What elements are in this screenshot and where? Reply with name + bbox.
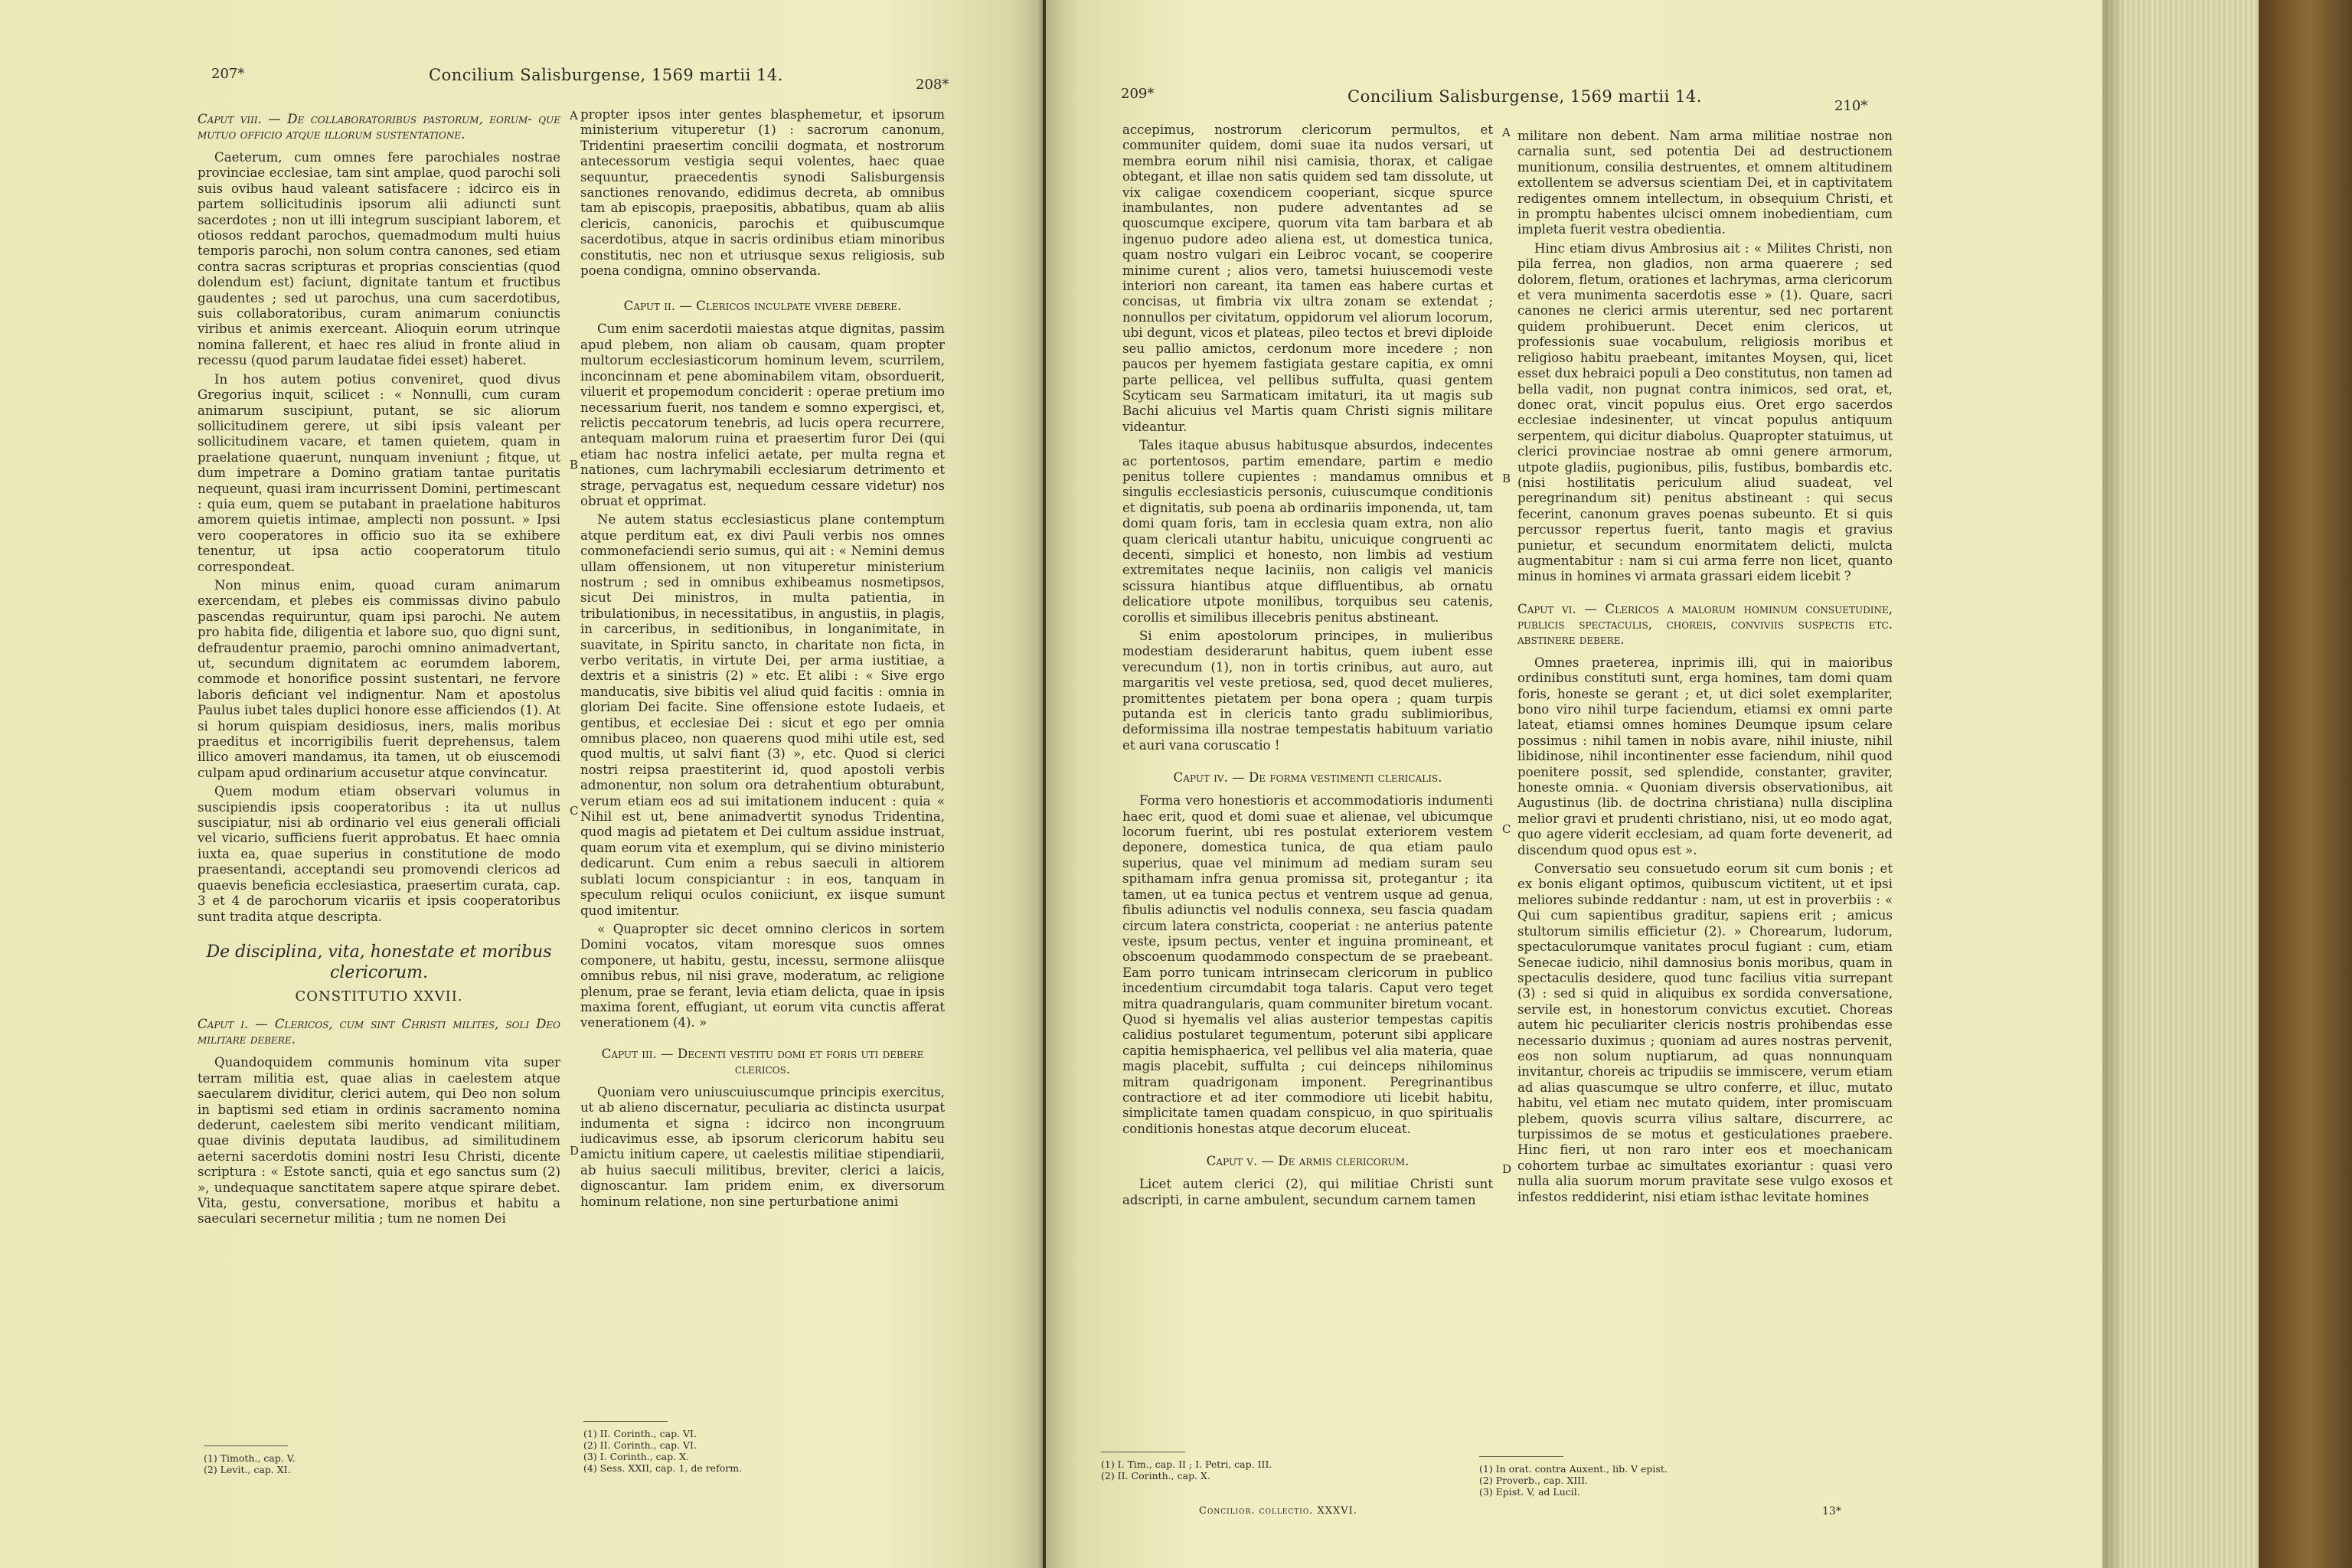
paragraph: militare non debent. Nam arma militiae nostrae non carnalia sunt, sed potentia Dei ad destructionem munitionum, consilia destruentes, et omnem altitudinem extollentem se adversus scientiam Dei, et in captivitatem redigentes omnem intellectum, in obsequium Christi, et in promptu habentes ulcisci omnem inobedientiam, cum impleta fuerit vestra obedientia. [1517, 129, 1893, 237]
margin-letter: A [570, 109, 578, 122]
chapter-heading: Caput i. — Clericos, cum sint Christi milites, soli Deo militare debere. [198, 1017, 560, 1047]
collection-footer: Concilior. collectio. XXXVI. [1199, 1505, 1357, 1517]
right-page [1046, 0, 2102, 1568]
chapter-heading: Caput ii. — Clericos inculpate vivere debere. [623, 299, 902, 314]
footnotes [1479, 1449, 1668, 1498]
paragraph: Forma vero honestioris et accommodatioris indumenti haec erit, quod et domi suae et alienae, vel ubicumque locorum fuerint, ubi res postulat exteriorem vestem deponere, domestica tunica, de qua etiam paulo superius, quae vel minimum ad mediam suram seu spithamam infra genua promissa sit, protegantur ; ita tamen, ut ea tunica pectus et ventrem usque ad genua, fibulis adiunctis vel nodulis connexa, seu fascia quadam circum latera constricta, cooperiat : ne anterius patente veste, ipsum pectus, venter et inguina promineant, et obscoenum quodammodo conspectum de se praebeant. Eam porro tunicam intrinsecam clericorum in publico incedentium circumdabit toga talaris. Caput vero teget mitra quadrangularis, quam communiter biretum vocant. Quod si hyemalis vel alias austerior tempestas capitis calidius postularet tegumentum, poterunt sibi applicare capitia hemisphaerica, vel pellibus vel alia materia, quae magis placebit, suffulta ; cui deinceps nihilominus mitram quadrigonam imponent. Peregrinantibus contractiore et ad iter commodiore uti licebit habitu, simplicitate tamen quadam conspicuo, in quo spiritualis conditionis honestas atque decorum eluceat. [1122, 793, 1493, 1136]
paragraph: Si enim apostolorum principes, in mulieribus modestiam desiderarunt habitus, quem iubent esse verecundum (1), non in tortis crinibus, aut auro, aut margaritis vel veste pretiosa, sed, quod decet mulieres, promittentes pietatem per bona opera ; quam turpis putanda est in clericis tanto gradu sublimioribus, deformissima illa nostrae tempestatis habituum variatio et auri vana coruscatio ! [1122, 629, 1493, 753]
page-number: 208* [916, 77, 949, 93]
footnote: (2) Levit., cap. XI. [204, 1464, 291, 1475]
book-cover [2259, 0, 2352, 1568]
footnote: (2) II. Corinth., cap. VI. [583, 1439, 697, 1451]
paragraph: Quem modum etiam observari volumus in suscipiendis ipsis cooperatoribus : ita ut nullus suscipiatur, nisi ab ordinario vel eius generali officiali vel vicario, sufficiens fuerit approbatus. Et haec omnia iuxta ea, quae superius in constitutione de modo praesentandi, acceptandi seu promovendi clericos ad quaevis beneficia ecclesiastica, praesertim curata, cap. 3 et 4 de parochorum vicariis et ipsis cooperatoribus sunt tradita atque descripta. [198, 784, 560, 924]
paragraph: Cum enim sacerdotii maiestas atque dignitas, passim apud plebem, non aliam ob causam, quam propter multorum ecclesiasticorum hominum levem, scurrilem, inconcinnam et pene abominabilem vitam, obsorduerit, viluerit et propemodum conciderit : operae pretium imo necessarium fuerit, nos tandem e somno expergisci, et, relictis peccatorum tenebris, ad lucis opera recurrere, antequam malorum ruina et praesertim furor Dei (qui etiam hac nostra infelici aetate, per multa regna et nationes, cum lachrymabili ecclesiarum detrimento et strage, pervagatus est, nequedum cessare videtur) nos obruat et opprimat. [580, 322, 945, 508]
paragraph: « Quapropter sic decet omnino clericos in sortem Domini vocatos, vitam moresque suos omnes componere, ut habitu, gestu, incessu, sermone aliisque omnibus rebus, nil nisi grave, moderatum, ac religione plenum, prae se ferant, levia etiam delicta, quae in ipsis maxima forent, effugiant, ut eorum vita cunctis afferat venerationem (4). » [580, 921, 945, 1031]
footnote: (2) II. Corinth., cap. X. [1101, 1470, 1210, 1481]
paragraph: propter ipsos inter gentes blasphemetur, et ipsorum ministerium vituperetur (1) : sacrorum canonum, Tridentini praesertim concilii dogmata, et nostrorum antecessorum vestigia sequi volentes, haec quae sequuntur, praecedentis synodi Salisburgensis sanctiones renovando, edidimus decreta, ab omnibus tam ab episcopis, praepositis, abbatibus, quam ab aliis clericis, canonicis, parochis et quibuscumque sacerdotibus, atque in sacris ordinibus etiam minoribus constitutis, nec non et utriusque sexus religiosis, sub poena condigna, omnino observanda. [580, 107, 945, 279]
margin-letter: A [1502, 126, 1511, 139]
paragraph: accepimus, nostrorum clericorum permultos, et communiter quidem, domi suae ita nudos versari, ut membra eorum nihil nisi camisia, thorax, et caligae obtegant, et illae non satis quidem sed tam dissolute, ut vix caligae coxendicem cooperiant, sicque spurce inambulantes, non pudere adventantes ad se quoscumque excipere, quorum vita tam barbara et ab ingenuo pudore adeo aliena est, ut domestica tunica, quam nostro vulgari ein Leibroc vocant, se cooperire minime curent ; alios vero, tametsi huiuscemodi veste interiori non careant, ita tamen eas habere curtas et concisas, ut fimbria vix ultra zonam se extendat ; nonnullos per civitatum, oppidorum vel aliorum locorum, ubi degunt, vicos et plateas, pileo tectos et brevi diploide seu pallio amictos, cerdonum more incedere ; non paucos per hyemem fastigiata gestare capitia, ex omni parte pellicea, vel pellibus suffulta, quasi gentem Scyticam seu Sarmaticam imitaturi, ita ut magis sub Bachi alicuius vel Martis quam Christi signis militare videantur. [1122, 122, 1493, 434]
page-number: 209* [1121, 86, 1155, 102]
page-edges [2102, 0, 2259, 1568]
paragraph: In hos autem potius conveniret, quod divus Gregorius inquit, scilicet : « Nonnulli, cum curam animarum suscipiunt, putant, se sic aliorum sollicitudinem gerere, ut sibi ipsis valeant per sollicitudinem vacare, et tamen quietem, quam in praelatione quaerunt, nunquam inveniunt ; fitque, ut dum impetrare a Domino gratiam tantae puritatis nequeunt, quasi iram incurrissent Domini, pertimescant : quia eum, quem se putabant in praelatione habituros amorem quietis intimae, amplecti non possunt. » Ipsi vero cooperatores in officio suo ita se exhibere tenentur, ut ipsa actio cooperatorum titulo correspondeat. [198, 371, 560, 574]
left-page-column-1 [198, 107, 560, 1230]
margin-letter: D [570, 1144, 580, 1158]
paragraph: Omnes praeterea, inprimis illi, qui in maioribus ordinibus constituti sunt, erga homines, tam domi quam foris, honeste se gerant ; et, ut dici solet exemplariter, bono viro nihil turpe faciendum, etiamsi ex omni parte lateat, etiamsi omnes homines Deumque ipsum celare possimus : nihil tamen in nobis avare, nihil iniuste, nihil libidinose, nihil incontinenter esse faciendum, nihil quod poenitere possit, sed splendide, constanter, graviter, honeste omnia. « Quoniam diversis observationibus, ait Augustinus (lib. de doctrina christiana) nulla disciplina melior gravi et prudenti christiano, nisi, ut eo modo agat, quo agere viderit ecclesiam, ad quam forte devenerit, ad discendum quod opus est ». [1517, 655, 1893, 858]
chapter-heading: Caput vi. — Clericos a malorum hominum consuetudine, publicis spectaculis, choreis, conviviis suspectis etc. abstinere debere. [1517, 601, 1893, 647]
paragraph: Non minus enim, quoad curam animarum exercendam, et plebes eis commissas divino pabulo pascendas requiruntur, quam ipsi parochi. Ne autem pro habita fide, diligentia et labore suo, quo digni sunt, defraudentur praemio, parochi omnino animadvertant, ut, secundum dignitatem ac eorumdem laborem, commode et honorifice possint sustentari, ne fervore laboris deficiant vel indignentur. Nam et apostolus Paulus iubet tales duplici honore esse afficiendos (1). At si horum quispiam desidiosus, iners, malis moribus praeditus et incorrigibilis fuerit deprehensus, talem illico amoveri mandamus, ita tamen, ut ob eiuscemodi culpam apud ordinarium accusetur atque convincatur. [198, 577, 560, 780]
paragraph: Quoniam vero uniuscuiuscumque principis exercitus, ut ab alieno discernatur, peculiaria ac distincta usurpat indumenta et signa : idcirco non incongruum iudicavimus esse, ab ipsorum clericorum habitu seu amictu initium capere, ut caelestis militiae stipendiarii, ab huius saeculi militibus, breviter, clerici a laicis, dignoscantur. Iam pridem enim, ex diversorum hominum relatione, non sine perturbatione animi [580, 1084, 945, 1209]
right-page-column-2 [1517, 129, 1893, 1208]
margin-letter: B [570, 458, 579, 472]
constitutio-heading: CONSTITUTIO XXVII. [295, 988, 463, 1004]
footnote: (2) Proverb., cap. XIII. [1479, 1475, 1589, 1486]
margin-letter: C [570, 804, 579, 818]
footnote-rule [583, 1421, 668, 1422]
chapter-heading: Caput v. — De armis clericorum. [1206, 1154, 1410, 1169]
paragraph: Tales itaque abusus habitusque absurdos, indecentes ac portentosos, partim emendare, partim e medio penitus tollere cupientes : mandamus omnibus et singulis ecclesiasticis personis, cuiuscumque conditionis et dignitatis, sub poena ab ordinariis imponenda, ut, tam domi quam foris, tam in ecclesia quam extra, non alio quam clericali utantur habitu, unicuique congruenti ac decenti, simplici et honesto, non limbis ad vestium extremitates neque laciniis, non caligis vel manicis scissura hiantibus atque diffluentibus, ab ornatu delicatiore utpote monilibus, torquibus seu catenis, corollis et similibus illecebris penitus abstineant. [1122, 438, 1493, 625]
footnote: (3) Epist. V, ad Lucil. [1479, 1486, 1580, 1498]
page-number: 207* [211, 66, 245, 82]
right-page-column-1 [1122, 122, 1493, 1211]
paragraph: Hinc etiam divus Ambrosius ait : « Milites Christi, non pila ferrea, non gladios, non arma quaerere ; sed dolorem, fletum, orationes et lachrymas, arma clericorum et vera munimenta sacerdotis esse » (1). Quare, sacri canones ne clerici armis uterentur, sed nec portarent quidem prohibuerunt. Decet enim clericos, ut professionis suae vocabulum, religiosis moribus et religioso habitu praebeant, imitantes Moysen, qui, licet esset dux hebraici populi a Deo constitutus, non tamen ad bella vadit, non pugnat contra inimicos, sed orat, et, donec orat, vincit populus eius. Oret ergo sacerdos ecclesiae indesinenter, ut vincat populus antiquum serpentem, qui dicitur diabolus. Quapropter statuimus, ut clerici provinciae nostrae ab omni genere armorum, utpote gladiis, pugionibus, pilis, fustibus, bombardis etc. (nisi hostilitatis periculum aliud suadeat, vel peregrinandum sit) penitus abstineant : qui secus fecerint, canonum graves poenas subeunto. Et si quis percussor repertus fuerit, tanto magis et gravius punietur, et secundum enormitatem delicti, mulcta augmentabitur : nam si cui arma ferre non licet, quanto minus in homines vi armata grassari eidem licebit ? [1517, 240, 1893, 584]
footnote: (1) In orat. contra Auxent., lib. V epist. [1479, 1463, 1668, 1475]
chapter-heading: Caput viii. — De collaboratoribus pastorum, eorum- que mutuo officio atque illorum sustentatione. [198, 112, 560, 142]
margin-letter: C [1502, 822, 1511, 836]
signature-mark: 13* [1822, 1505, 1841, 1517]
running-head: Concilium Salisburgense, 1569 martii 14. [429, 66, 783, 84]
chapter-heading: Caput iii. — Decenti vestitu domi et foris uti debere clericos. [601, 1046, 924, 1076]
left-page-column-2 [580, 107, 945, 1213]
chapter-heading: Caput iv. — De forma vestimenti clericalis. [1173, 770, 1442, 786]
footnote: (4) Sess. XXII, cap. 1, de reform. [583, 1462, 743, 1474]
paragraph: Quandoquidem communis hominum vita super terram militia est, quae alias in caelestem atque saecularem dividitur, clerici autem, qui Deo non solum in baptismi sed etiam in ordinis sacramento nomina dederunt, caelestem sibi merito vendicant militiam, quae divinis deputata laudibus, ad similitudinem aeterni sacerdotis domini nostri Iesu Christi, dicente scriptura : « Estote sancti, quia et ego sanctus sum (2) », undequaque sanctitatem sapere atque spirare debet. Vita, gestu, conversatione, moribus et habitu a saeculari secernetur militia ; tum ne nomen Dei [198, 1055, 560, 1227]
paragraph: Caeterum, cum omnes fere parochiales nostrae provinciae ecclesiae, tam sint amplae, quod parochi soli suis ovibus haud valeant satisfacere : idcirco eis in partem sollicitudinis ipsorum alii adiuncti sunt sacerdotes ; non ut illi integrum suscipiant laborem, et otiosos reddant parochos, quemadmodum multi huius temporis parochi, non solum contra canones, sed etiam contra sacras scripturas et proprias conscientias (quod dolendum est) faciunt, dignitate tantum et fructibus gaudentes ; sed ut parochus, una cum sacerdotibus, suis collaboratoribus, curam animarum coniunctis viribus et animis exerceant. Alioquin eorum utrinque nomina fallerent, et haec res aliud in fronte aliud in recessu (quod parum laudatae fidei esset) haberet. [198, 150, 560, 368]
footnote: (3) I. Corinth., cap. X. [583, 1451, 689, 1462]
margin-letter: B [1502, 472, 1511, 485]
left-page [0, 0, 1043, 1568]
running-head: Concilium Salisburgense, 1569 martii 14. [1348, 87, 1702, 106]
footnote: (1) Timoth., cap. V. [204, 1452, 296, 1464]
footnotes [583, 1413, 742, 1474]
footnotes [1101, 1444, 1272, 1481]
page-number: 210* [1834, 98, 1868, 114]
footnote: (1) I. Tim., cap. II ; I. Petri, cap. III. [1101, 1459, 1272, 1470]
footnotes [204, 1438, 296, 1475]
section-title: De disciplina, vita, honestate et moribus clericorum. [206, 942, 552, 982]
paragraph: Licet autem clerici (2), qui militiae Christi sunt adscripti, in carne ambulent, secundum carnem tamen [1122, 1177, 1493, 1207]
page-edge-shadow [2102, 0, 2125, 1568]
paragraph: Ne autem status ecclesiasticus plane contemptum atque perditum eat, ex divi Pauli verbis nos omnes commonefaciendi serio sumus, qui ait : « Nemini demus ullam offensionem, ut non vituperetur ministerium nostrum ; sed in omnibus exhibeamus nosmetipsos, sicut Dei ministros, in multa patientia, in tribulationibus, in necessitatibus, in angustiis, in plagis, in carceribus, in seditionibus, in longanimitate, in suavitate, in Spiritu sancto, in charitate non ficta, in verbo veritatis, in virtute Dei, per arma iustitiae, a dextris et a sinistris (2) » etc. Et alibi : « Sive ergo manducatis, sive bibitis vel aliud quid facitis : omnia in gloriam Dei facite. Sine offensione estote Iudaeis, et gentibus, et ecclesiae Dei : sicut et ego per omnia omnibus placeo, non quaerens quod mihi utile est, sed quod multis, ut salvi fiant (3) », etc. Quod si clerici nostri reipsa praestiterint id, quod apostoli verbis admonentur, non solum ora detrahentium obturabunt, verum etiam eos ad sui imitationem inducent : quia « Nihil est ut, bene animadvertit synodus Tridentina, quod magis ad pietatem et Dei cultum assidue instruat, quam eorum vita et exemplum, qui se divino ministerio dedicarunt. Cum enim a rebus saeculi in altiorem sublati locum conspiciantur : in eos, tanquam in speculum reliqui oculos coniiciunt, ex iisque sumunt quod imitentur. [580, 512, 945, 918]
footnote-rule [1479, 1456, 1563, 1457]
margin-letter: D [1502, 1162, 1512, 1176]
footnote: (1) II. Corinth., cap. VI. [583, 1428, 697, 1439]
paragraph: Conversatio seu consuetudo eorum sit cum bonis ; et ex bonis eligant optimos, quibuscum victitent, ut et ipsi meliores subinde reddantur : nam, ut est in proverbiis : « Qui cum sapientibus graditur, sapiens erit ; amicus stultorum similis efficietur (2). » Chorearum, ludorum, spectaculorumque vanitates procul fugiant : cum, etiam Senecae iudicio, nihil damnosius bonis moribus, quam in spectaculis desidere, quod tunc facilius vitia surrepant (3) : sed si quid in aliquibus ex sordida conversatione, servile est, in honestorum convictus excutiet. Choreas autem hic peculiariter clericis nostris prohibendas esse necessario duximus ; quoniam ad aures nostras pervenit, eos non solum nuptiarum, ad quas nonnunquam invitantur, choreis ac tripudiis se immiscere, verum etiam ad alias quascumque se ultro conferre, et illuc, mutato habitu, vel etiam nec mutato quidem, inter promiscuam plebem, quovis scurra vilius saltare, discurrere, ac turpissimos de se motus et gesticulationes praebere. Hinc fieri, ut non raro inter eos et moechanicam cohortem turbae ac simultates exoriantur : quasi vero nulla alia suorum morum pravitate sese vulgo exosos et infestos reddiderint, nisi etiam isthac levitate homines [1517, 861, 1893, 1204]
